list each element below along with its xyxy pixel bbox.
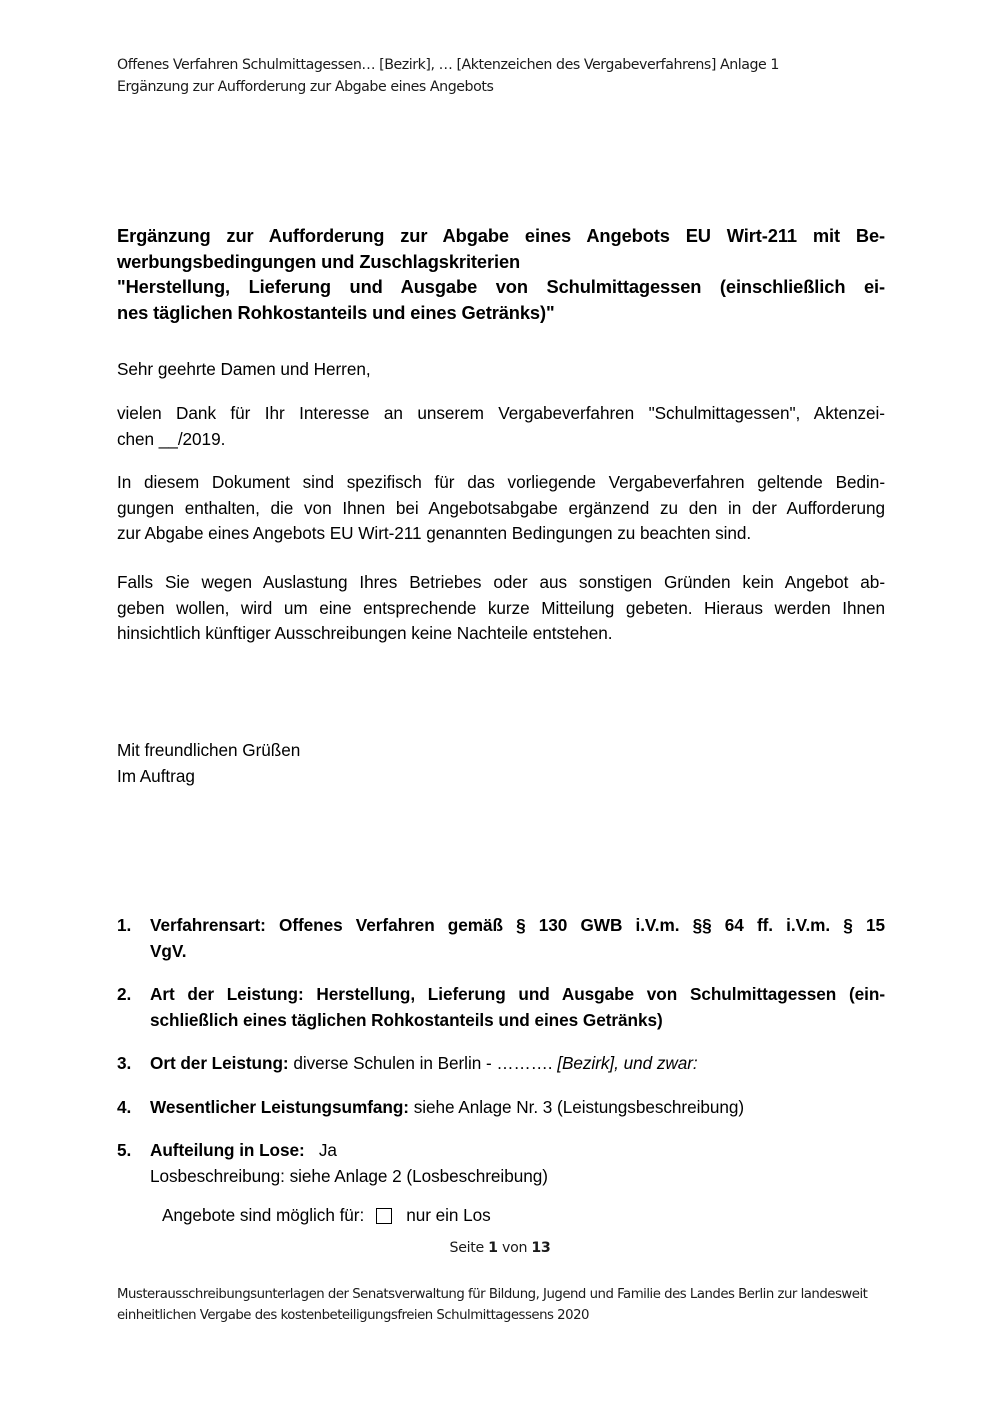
page-number-total: 13 (531, 1240, 551, 1256)
list-item-3-marker: 3. (117, 1053, 132, 1073)
conditions-list (117, 913, 885, 1207)
decline-line-2: geben wollen, wird um eine entsprechende kurze Mitteilung gebeten. Hieraus werden Ihnen (117, 597, 885, 618)
lot-option-text: nur ein Los (406, 1205, 491, 1225)
list-item-5-text: Ja (318, 1140, 337, 1160)
closing-line-1: Mit freundlichen Grüßen (117, 740, 301, 760)
document-line-1: In diesem Dokument sind spezifisch für das vorliegende Vergabeverfahren geltende Bedin- (117, 472, 885, 492)
closing-line-2: Im Auftrag (117, 765, 195, 786)
document-line-3: zur Abgabe eines Angebots EU Wirt-211 genannten Bedingungen zu beachten sind. (117, 523, 752, 543)
decline-line-3: hinsichtlich künftiger Ausschreibungen keine Nachteile entstehen. (117, 623, 613, 643)
salutation-paragraph (117, 357, 885, 383)
list-item-3-italic: [Bezirk], und zwar: (557, 1053, 698, 1073)
footer-line-1: Musterausschreibungsunterlagen der Senatsverwaltung für Bildung, Jugend und Familie des Landes Berlin zur landesweit (117, 1287, 868, 1302)
document-line-2: gungen enthalten, die von Ihnen bei Angebotsabgabe ergänzend zu den in der Aufforderung (117, 497, 885, 518)
intro-paragraph (117, 401, 885, 452)
list-item-3-content (150, 1051, 885, 1077)
list-item-4 (117, 1095, 885, 1121)
title-line-4: nes täglichen Rohkostanteils und eines Getränks)" (117, 301, 555, 323)
title-line-3: "Herstellung, Lieferung und Ausgabe von Schulmittagessen (einschließlich ei- (117, 276, 885, 297)
list-item-4-content (150, 1095, 885, 1121)
title-line-1: Ergänzung zur Aufforderung zur Abgabe eines Angebots EU Wirt-211 mit Be- (117, 225, 885, 246)
salutation-text: Sehr geehrte Damen und Herren, (117, 359, 371, 379)
intro-line-2: chen __/2019. (117, 428, 226, 449)
closing-block (117, 738, 885, 789)
list-item-1 (117, 913, 885, 964)
list-item-3-label: Ort der Leistung: (150, 1053, 289, 1073)
document-title (117, 223, 885, 325)
list-item-5-content (150, 1138, 885, 1189)
list-item-2 (117, 982, 885, 1033)
checkbox-single-lot[interactable] (376, 1208, 392, 1224)
title-line-2: werbungsbedingungen und Zuschlagskriterien (117, 250, 521, 272)
footer-line-2: einheitlichen Vergabe des kostenbeteiligungsfreien Schulmittagessens 2020 (117, 1308, 590, 1323)
list-item-2-line-1: Art der Leistung: Herstellung, Lieferung und Ausgabe von Schulmittagessen (ein- (150, 984, 885, 1004)
document-conditions-paragraph (117, 470, 885, 547)
document-footer-note (117, 1284, 892, 1326)
page-number-current: 1 (488, 1240, 498, 1256)
intro-line-1: vielen Dank für Ihr Interesse an unserem Vergabeverfahren "Schulmittagessen", Aktenzei- (117, 403, 885, 423)
lot-option-label: Angebote sind möglich für: (162, 1205, 365, 1225)
list-item-2-content (150, 982, 885, 1033)
page-number-prefix: Seite (449, 1240, 484, 1256)
list-item-4-label: Wesentlicher Leistungsumfang: (150, 1096, 409, 1117)
list-item-1-line-2: VgV. (150, 940, 187, 961)
header-line-1: Offenes Verfahren Schulmittagessen… [Bezirk], … [Aktenzeichen des Vergabeverfahrens] Anlage 1 (117, 57, 779, 73)
document-running-header (117, 54, 885, 98)
list-item-2-marker: 2. (117, 984, 132, 1004)
list-item-5-marker: 5. (117, 1140, 132, 1160)
decline-paragraph (117, 570, 885, 647)
list-item-4-marker: 4. (117, 1096, 132, 1117)
list-item-5-label: Aufteilung in Lose: (150, 1140, 305, 1160)
lot-option-row (162, 1203, 491, 1229)
list-item-5 (117, 1138, 885, 1189)
list-item-3-text: diverse Schulen in Berlin - ………. (293, 1053, 553, 1073)
list-item-1-content (150, 913, 885, 964)
list-item-1-line-1: Verfahrensart: Offenes Verfahren gemäß § 130 GWB i.V.m. §§ 64 ff. i.V.m. § 15 (150, 915, 885, 935)
header-line-2: Ergänzung zur Aufforderung zur Abgabe eines Angebots (117, 79, 494, 95)
list-item-5-line-2: Losbeschreibung: siehe Anlage 2 (Losbeschreibung) (150, 1165, 548, 1186)
list-item-2-line-2: schließlich eines täglichen Rohkostanteils und eines Getränks) (150, 1009, 663, 1030)
list-item-1-marker: 1. (117, 915, 132, 935)
page-number-middle: von (501, 1240, 528, 1256)
page-number (0, 1240, 1000, 1256)
list-item-4-text: siehe Anlage Nr. 3 (Leistungsbeschreibung) (413, 1096, 745, 1117)
decline-line-1: Falls Sie wegen Auslastung Ihres Betriebes oder aus sonstigen Gründen kein Angebot ab- (117, 572, 885, 592)
list-item-3 (117, 1051, 885, 1077)
